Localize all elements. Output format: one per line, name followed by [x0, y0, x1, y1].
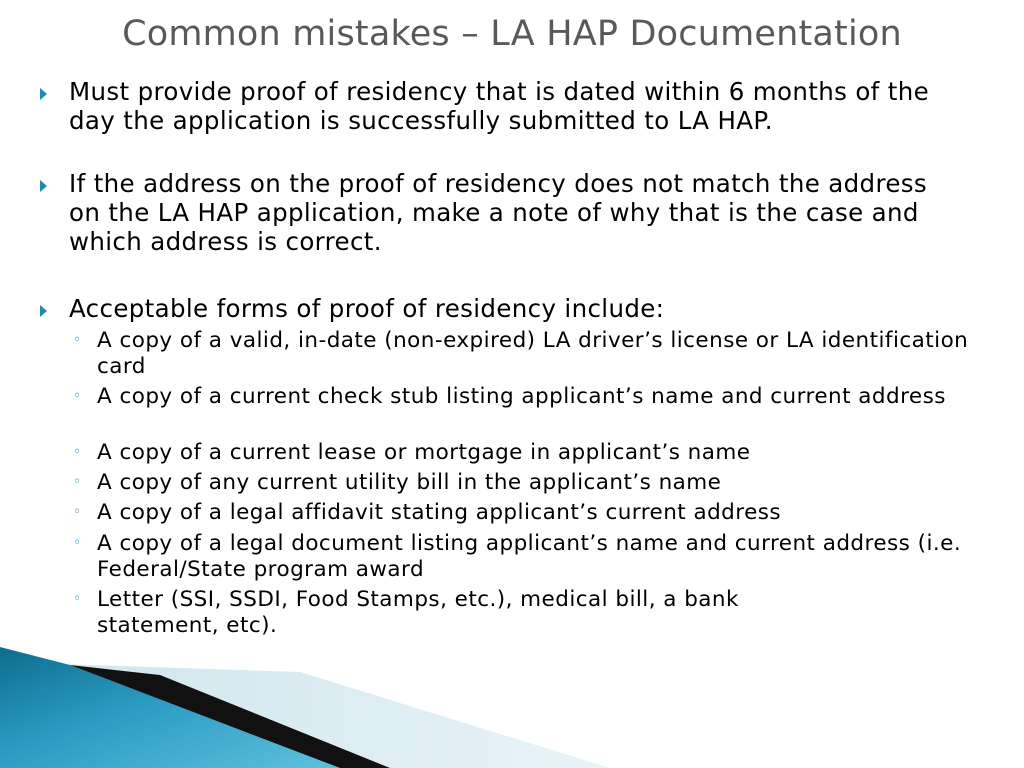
- sub-bullet-text: A copy of any current utility bill in the applicant’s name: [97, 470, 722, 495]
- ring-icon: ◦: [73, 444, 82, 460]
- sub-bullet-text: A copy of a valid, in-date (non-expired) LA driver’s license or LA identification card: [97, 328, 969, 379]
- ring-icon: ◦: [73, 591, 82, 607]
- ring-icon: ◦: [73, 504, 82, 520]
- bullet-text: Must provide proof of residency that is dated within 6 months of the day the application is successfully submitted to LA HAP.: [69, 77, 930, 135]
- sub-bullet-text: A copy of a current lease or mortgage in applicant’s name: [97, 440, 751, 465]
- sub-bullet-text: A copy of a legal document listing applicant’s name and current address (i.e. Federal/State program award: [97, 531, 962, 582]
- sub-bullet-text: Letter (SSI, SSDI, Food Stamps, etc.), medical bill, a bank statement, etc).: [97, 587, 739, 638]
- bullet-text: Acceptable forms of proof of residency include:: [69, 294, 665, 323]
- sub-bullet-text: A copy of a legal affidavit stating applicant’s current address: [97, 500, 782, 525]
- ring-icon: ◦: [73, 535, 82, 551]
- sub-bullet-text: A copy of a current check stub listing applicant’s name and current address: [97, 384, 946, 409]
- slide-title: Common mistakes – LA HAP Documentation: [122, 14, 902, 54]
- bullet-text: If the address on the proof of residency does not match the address on the LA HAP application, make a note of why that is the case and which address is correct.: [69, 169, 927, 256]
- ring-icon: ◦: [73, 474, 82, 490]
- ring-icon: ◦: [73, 332, 82, 348]
- ring-icon: ◦: [73, 388, 82, 404]
